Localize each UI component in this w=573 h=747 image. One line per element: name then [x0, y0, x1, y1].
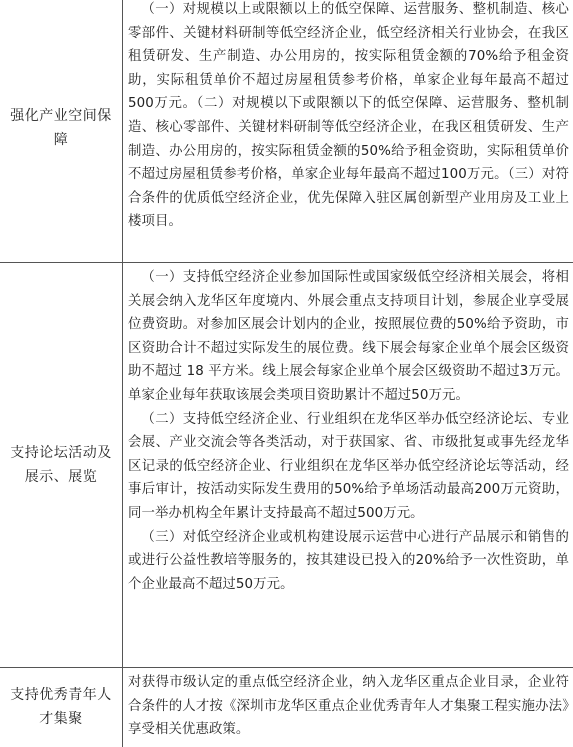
row-paragraph: （二）支持低空经济企业、行业组织在龙华区举办低空经济论坛、专业会展、产业交流会等各类活动，对于获国家、省、市级批复或事先经龙华区记录的低空经济企业、行业组织在龙华区举办低空经济论坛等活动，经事后审计，按活动实际发生费用的50%给予单场活动最高200万元资助，同一举办机构全年累计支持最高不超过500万元。 — [128, 411, 569, 521]
row-paragraph: 对获得市级认定的重点低空经济企业，纳入龙华区重点企业目录，企业符合条件的人才按《深圳市龙华区重点企业优秀青年人才集聚工程实施办法》享受相关优惠政策。 — [128, 675, 569, 738]
row-label-cell — [0, 262, 123, 667]
row-content-cell — [122, 0, 573, 234]
row-paragraph: （一）支持低空经济企业参加国际性或国家级低空经济相关展会，将相关展会纳入龙华区年度境内、外展会重点支持项目计划，参展企业享受展位费资助。对参加区展会计划内的企业，按照展位费的50%给予资助，市区资助合计不超过实际发生的展位费。线下展会每家企业单个展会区级资助不超过 18 平方米。线上展会每家企业单个展会区级资助不超过3万元。单家企业每年获取该展会类项目资助累计不超过50万元。 — [128, 270, 569, 403]
row-label: 强化产业空间保障 — [10, 108, 112, 148]
table-row — [0, 0, 573, 263]
row-paragraph: （三）对低空经济企业或机构建设展示运营中心进行产品展示和销售的或进行公益性教培等服务的，按其建设已投入的20%给予一次性资助，单个企业最高不超过50万元。 — [128, 529, 569, 592]
row-content-cell — [122, 262, 573, 596]
table-row — [0, 262, 573, 668]
row-content-cell — [122, 667, 573, 742]
row-label-cell — [0, 0, 123, 262]
row-label-cell — [0, 667, 123, 747]
row-label: 支持优秀青年人才集聚 — [10, 687, 112, 727]
row-paragraph: （一）对规模以上或限额以上的低空保障、运营服务、整机制造、核心零部件、关键材料研制等低空经济企业，低空经济相关行业协会，在我区租赁研发、生产制造、办公用房的，按实际租赁金额的70%给予租金资助，实际租赁单价不超过房屋租赁参考价格，单家企业每年最高不超过500万元。（二）对规模以下或限额以下的低空保障、运营服务、整机制造、核心零部件、关键材料研制等低空经济企业，在我区租赁研发、生产制造、办公用房的，按实际租赁金额的50%给予租金资助，实际租赁单价不超过房屋租赁参考价格，单家企业每年最高不超过100万元。（三）对符合条件的优质低空经济企业，优先保障入驻区属创新型产业用房及工业上楼项目。 — [128, 2, 569, 230]
row-label: 支持论坛活动及展示、展览 — [10, 444, 112, 485]
table-row — [0, 667, 573, 747]
